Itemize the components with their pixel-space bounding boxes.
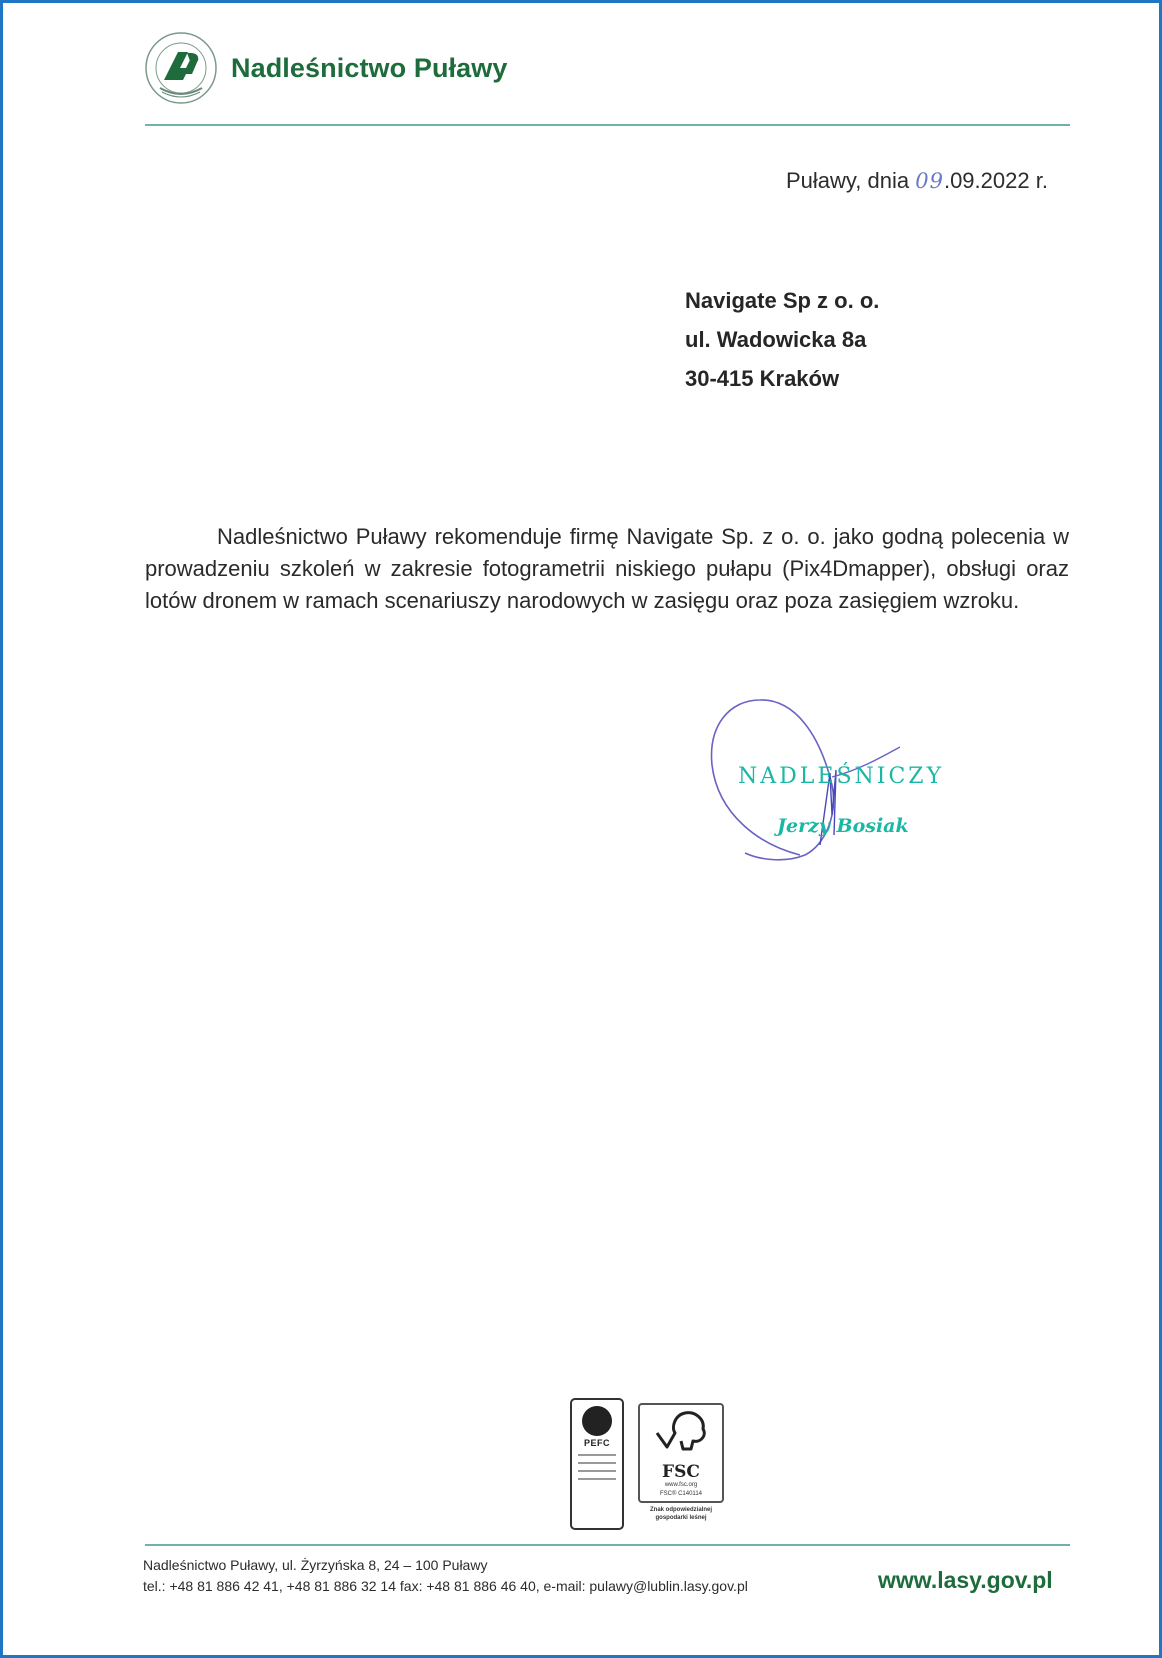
fsc-certification-badge <box>638 1403 724 1503</box>
footer-divider <box>145 1544 1070 1546</box>
pefc-text-line <box>578 1478 616 1480</box>
recipient-street: ul. Wadowicka 8a <box>685 327 867 352</box>
fsc-label: FSC <box>662 1462 700 1482</box>
recipient-company: Navigate Sp z o. o. <box>685 288 880 313</box>
fsc-checkmark-tree-icon <box>651 1405 711 1455</box>
footer-website-link[interactable]: www.lasy.gov.pl <box>878 1567 1053 1593</box>
organization-name: Nadleśnictwo Puławy <box>231 53 508 83</box>
date-prefix: Puławy, dnia <box>786 168 916 193</box>
date-suffix: .09.2022 r. <box>943 168 1048 193</box>
lasy-panstwowe-logo-icon <box>142 30 220 106</box>
letter-body: Nadleśnictwo Puławy rekomenduje firmę Navigate Sp. z o. o. jako godną polecenia w prowadzeniu szkoleń w zakresie fotogrametrii niskiego pułapu (Pix4Dmapper), obsługi oraz lotów dronem w ramach scenariuszy narodowych w zasięgu oraz poza zasięgiem wzroku. <box>145 524 1069 613</box>
pefc-text-line <box>578 1454 616 1456</box>
header-divider <box>145 124 1070 126</box>
letter-date <box>786 168 1048 194</box>
fsc-code: FSC® C140114 <box>660 1491 702 1497</box>
footer-address: Nadleśnictwo Puławy, ul. Żyrzyńska 8, 24 – 100 Puławy <box>143 1557 488 1573</box>
fsc-caption: Znak odpowiedzialnej gospodarki leśnej <box>649 1507 712 1521</box>
pefc-certification-badge <box>570 1398 624 1530</box>
pefc-trees-icon <box>582 1406 612 1436</box>
pefc-label: PEFC <box>583 1438 610 1448</box>
pefc-text-line <box>578 1462 616 1464</box>
recipient-city: 30-415 Kraków <box>685 366 840 391</box>
handwritten-day: 09 <box>915 169 944 193</box>
recipient-address <box>685 288 879 405</box>
fsc-url: www.fsc.org <box>664 1482 698 1488</box>
signature-name: Jerzy Bosiak <box>777 815 909 837</box>
footer-contact: tel.: +48 81 886 42 41, +48 81 886 32 14 fax: +48 81 886 46 40, e-mail: pulawy@lublin.lasy.gov.pl <box>143 1578 748 1594</box>
pefc-text-line <box>578 1470 616 1472</box>
signature-title: NADLEŚNICZY <box>738 764 945 789</box>
